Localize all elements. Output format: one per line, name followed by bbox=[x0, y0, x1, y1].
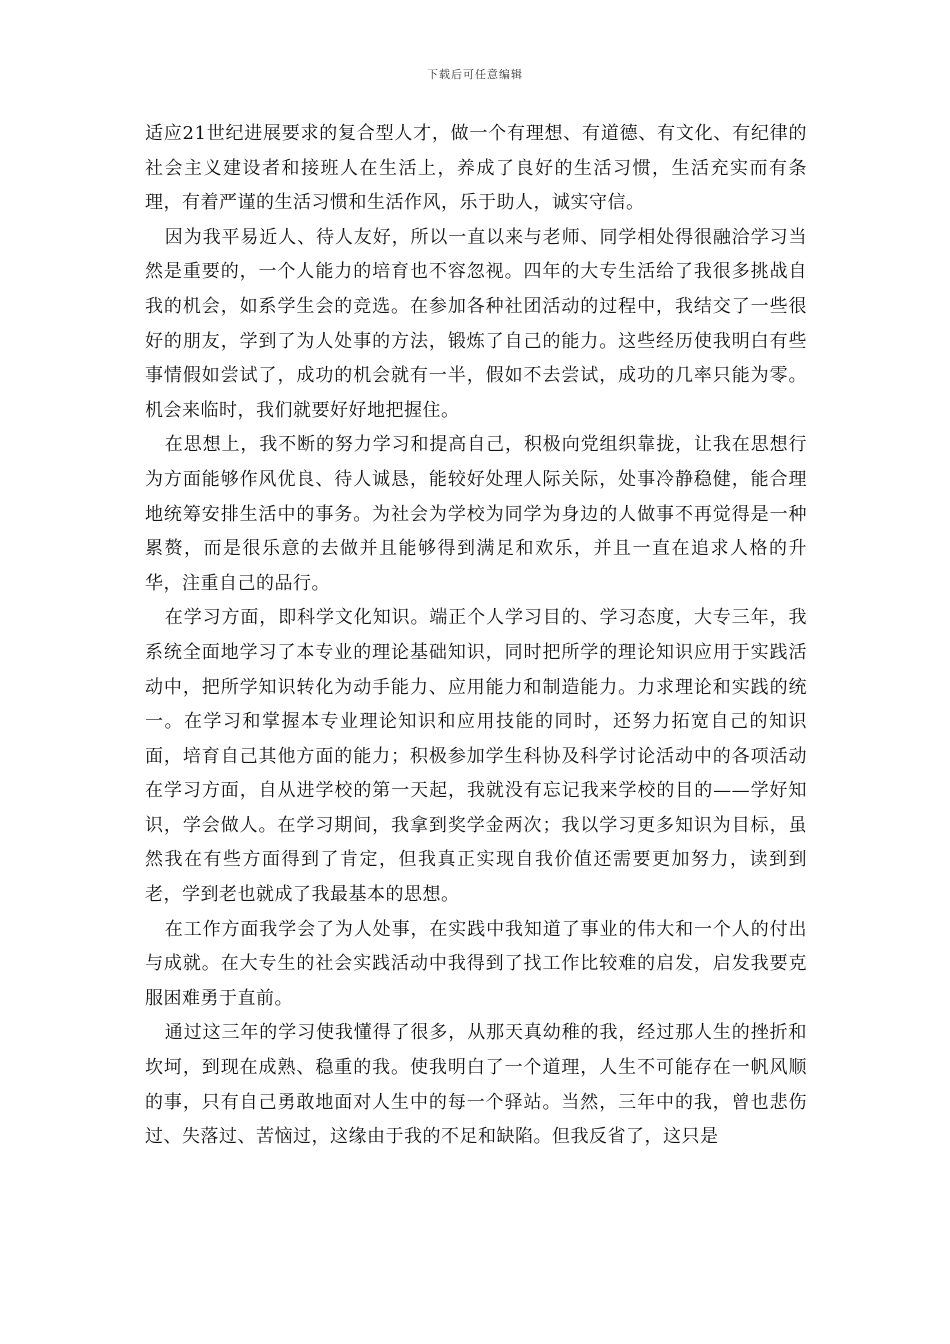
paragraph-4: 在学习方面，即科学文化知识。端正个人学习目的、学习态度，大专三年，我系统全面地学习了本专业的理论基础知识，同时把所学的理论知识应用于实践活动中，把所学知识转化为动手能力、应用能力和制造能力。力求理论和实践的统一。在学习和掌握本专业理论知识和应用技能的同时，还努力拓宽自己的知识面，培育自己其他方面的能力；积极参加学生科协及科学讨论活动中的各项活动在学习方面，自从进学校的第一天起，我就没有忘记我来学校的目的——学好知识，学会做人。在学习期间，我拿到奖学金两次；我以学习更多知识为目标，虽然我在有些方面得到了肯定，但我真正实现自我价值还需要更加努力，读到到老，学到老也就成了我最基本的思想。 bbox=[145, 607, 807, 906]
paragraph-3: 在思想上，我不断的努力学习和提高自己，积极向党组织靠拢，让我在思想行为方面能够作风优良、待人诚恳，能较好处理人际关际，处事冷静稳健，能合理地统筹安排生活中的事务。为社会为学校为同学为身边的人做事不再觉得是一种累赘，而是很乐意的去做并且能够得到满足和欢乐，并且一直在追求人格的升华，注重自己的品行。 bbox=[145, 434, 807, 594]
page-header: 下载后可任意编辑 bbox=[427, 68, 523, 81]
paragraph-6: 通过这三年的学习使我懂得了很多，从那天真幼稚的我，经过那人生的挫折和坎坷，到现在成熟、稳重的我。使我明白了一个道理，人生不可能存在一帆风顺的事，只有自己勇敢地面对人生中的每一个驿站。当然，三年中的我，曾也悲伤过、失落过、苦恼过，这缘由于我的不足和缺陷。但我反省了，这只是 bbox=[145, 1022, 807, 1148]
paragraph-5: 在工作方面我学会了为人处事，在实践中我知道了事业的伟大和一个人的付出与成就。在大专生的社会实践活动中我得到了找工作比较难的启发，启发我要克服困难勇于直前。 bbox=[145, 918, 807, 1009]
paragraph-1: 适应21世纪进展要求的复合型人才，做一个有理想、有道德、有文化、有纪律的社会主义建设者和接班人在生活上，养成了良好的生活习惯，生活充实而有条理，有着严谨的生活习惯和生活作风，乐于助人，诚实守信。 bbox=[145, 123, 807, 214]
document-body bbox=[145, 117, 807, 1155]
paragraph-2: 因为我平易近人、待人友好，所以一直以来与老师、同学相处得很融洽学习当然是重要的，一个人能力的培育也不容忽视。四年的大专生活给了我很多挑战自我的机会，如系学生会的竞选。在参加各种社团活动的过程中，我结交了一些很好的朋友，学到了为人处事的方法，锻炼了自己的能力。这些经历使我明白有些事情假如尝试了，成功的机会就有一半，假如不去尝试，成功的几率只能为零。机会来临时，我们就要好好地把握住。 bbox=[145, 226, 807, 421]
